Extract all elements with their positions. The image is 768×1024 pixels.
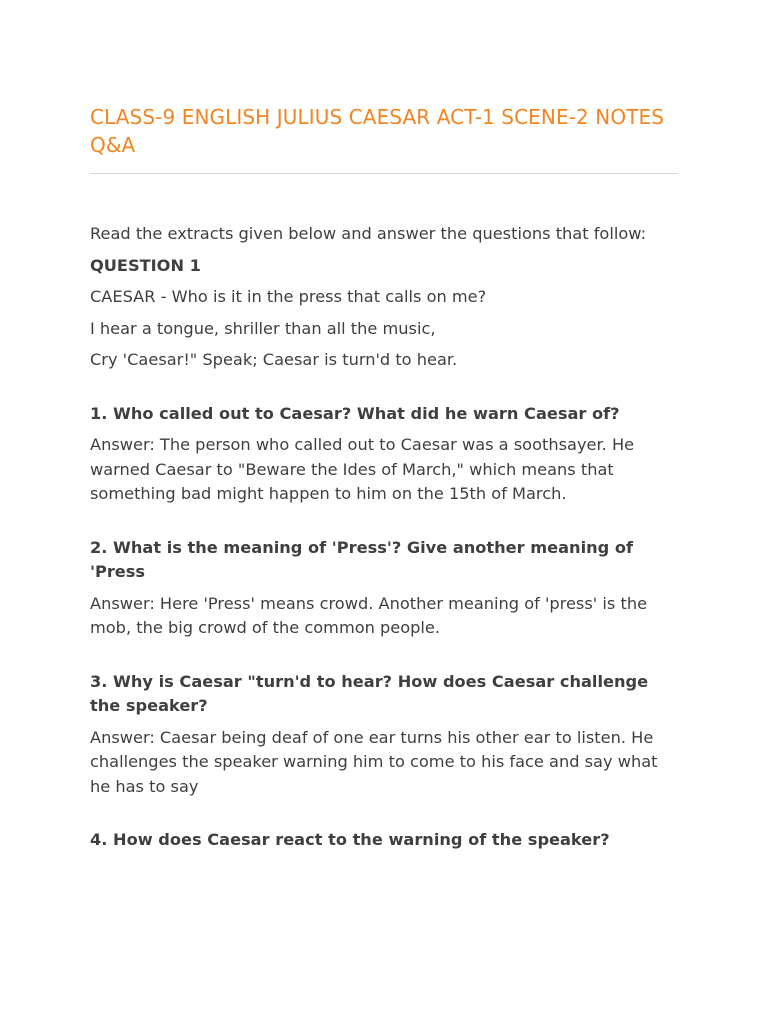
answer-text: Answer: The person who called out to Caesar was a soothsayer. He warned Caesar to "Beware the Ides of March," which means that something bad might happen to him on the 15th of March.: [90, 435, 635, 503]
intro-text: Read the extracts given below and answer the questions that follow:: [90, 224, 647, 243]
question-text: 1. Who called out to Caesar? What did he warn Caesar of?: [90, 403, 620, 423]
extract-line: Cry 'Caesar!" Speak; Caesar is turn'd to hear.: [90, 350, 458, 369]
answer-text: Answer: Here 'Press' means crowd. Another meaning of 'press' is the mob, the big crowd of the common people.: [90, 593, 648, 637]
question-text: 3. Why is Caesar "turn'd to hear? How does Caesar challenge the speaker?: [90, 671, 649, 715]
extract-line: I hear a tongue, shriller than all the music,: [90, 318, 436, 338]
page-title: CLASS-9 ENGLISH JULIUS CAESAR ACT-1 SCENE-2 NOTES Q&A: [90, 105, 665, 157]
question-text: 4. How does Caesar react to the warning of the speaker?: [90, 830, 610, 849]
question-heading: QUESTION 1: [90, 255, 201, 275]
title-divider: [90, 173, 678, 174]
extract-line: CAESAR - Who is it in the press that calls on me?: [90, 287, 487, 306]
document-body: [90, 222, 678, 860]
answer-text: Answer: Caesar being deaf of one ear turns his other ear to listen. He challenges the speaker warning him to come to his face and say what he has to say: [90, 727, 658, 796]
question-text: 2. What is the meaning of 'Press'? Give another meaning of 'Press: [90, 537, 634, 581]
